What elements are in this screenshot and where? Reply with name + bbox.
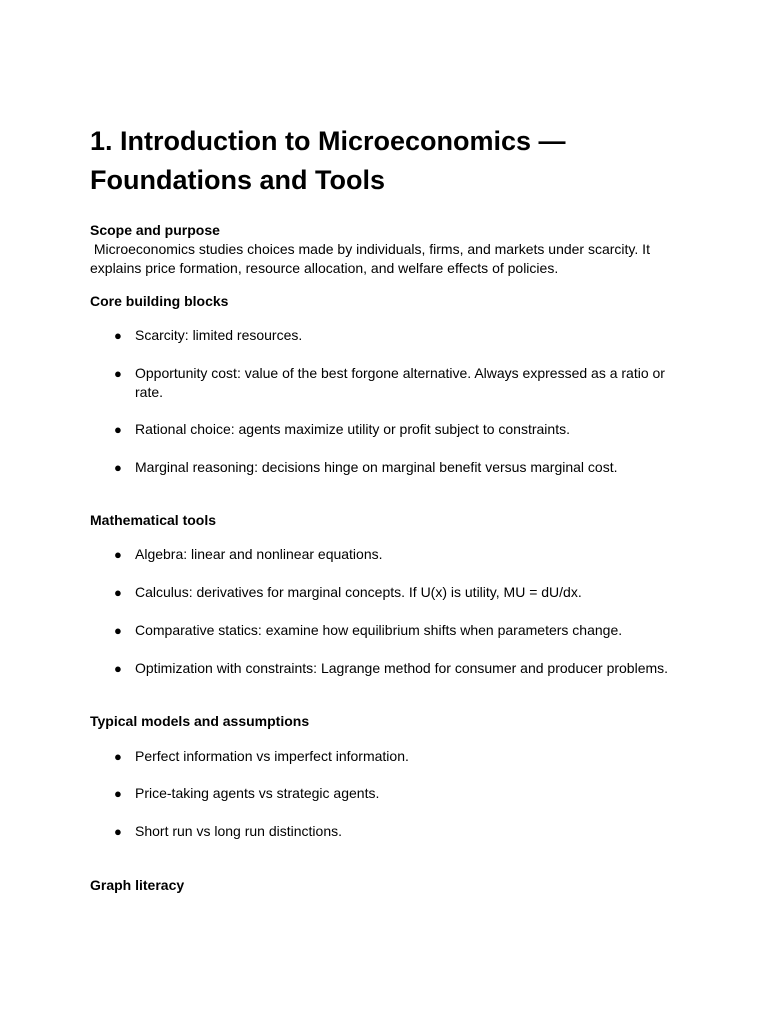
section-scope (90, 221, 690, 278)
list-item-text: Calculus: derivatives for marginal concepts. If U(x) is utility, MU = dU/dx. (135, 584, 582, 600)
list-item (90, 747, 675, 766)
list-item (90, 326, 675, 345)
section-paragraph: Microeconomics studies choices made by individuals, firms, and markets under scarcity. It explains price formation, resource allocation, and welfare effects of policies. (90, 241, 654, 276)
document-title (90, 122, 690, 200)
bullet-icon: ● (114, 786, 122, 801)
section-mathematical-tools (90, 511, 690, 678)
bullet-icon: ● (114, 585, 122, 600)
list-item (90, 659, 675, 678)
list-item-text: Short run vs long run distinctions. (135, 823, 342, 839)
section-heading: Graph literacy (90, 877, 185, 893)
list-item-text: Scarcity: limited resources. (135, 327, 303, 343)
list-item-text: Optimization with constraints: Lagrange method for consumer and producer problems. (135, 660, 669, 676)
list-item-text: Rational choice: agents maximize utility or profit subject to constraints. (135, 421, 570, 437)
list-item (90, 458, 675, 477)
list-item (90, 621, 675, 640)
bullet-list (90, 326, 690, 477)
bullet-list (90, 747, 690, 841)
section-core-building-blocks (90, 292, 690, 477)
bullet-icon: ● (114, 328, 122, 343)
list-item-text: Perfect information vs imperfect information. (135, 748, 409, 764)
list-item-text: Marginal reasoning: decisions hinge on marginal benefit versus marginal cost. (135, 459, 618, 475)
list-item (90, 545, 675, 564)
list-item-text: Opportunity cost: value of the best forgone alternative. Always expressed as a ratio or rate. (135, 365, 665, 400)
bullet-icon: ● (114, 547, 122, 562)
document-page (90, 122, 690, 895)
section-heading: Scope and purpose (90, 222, 220, 238)
list-item-text: Algebra: linear and nonlinear equations. (135, 546, 383, 562)
section-heading: Mathematical tools (90, 512, 217, 528)
list-item-text: Comparative statics: examine how equilibrium shifts when parameters change. (135, 622, 623, 638)
bullet-icon: ● (114, 366, 122, 381)
list-item (90, 784, 675, 803)
bullet-list (90, 545, 690, 678)
list-item (90, 420, 675, 439)
bullet-icon: ● (114, 422, 122, 437)
title-line-1: 1. Introduction to Microeconomics — (90, 126, 566, 156)
section-heading: Core building blocks (90, 293, 229, 309)
list-item (90, 364, 675, 402)
section-heading: Typical models and assumptions (90, 713, 310, 729)
bullet-icon: ● (114, 460, 122, 475)
bullet-icon: ● (114, 661, 122, 676)
bullet-icon: ● (114, 623, 122, 638)
section-graph-literacy (90, 876, 690, 895)
bullet-icon: ● (114, 749, 122, 764)
title-line-2: Foundations and Tools (90, 165, 385, 195)
list-item (90, 822, 675, 841)
section-typical-models (90, 712, 690, 841)
list-item-text: Price-taking agents vs strategic agents. (135, 785, 380, 801)
list-item (90, 583, 675, 602)
bullet-icon: ● (114, 824, 122, 839)
